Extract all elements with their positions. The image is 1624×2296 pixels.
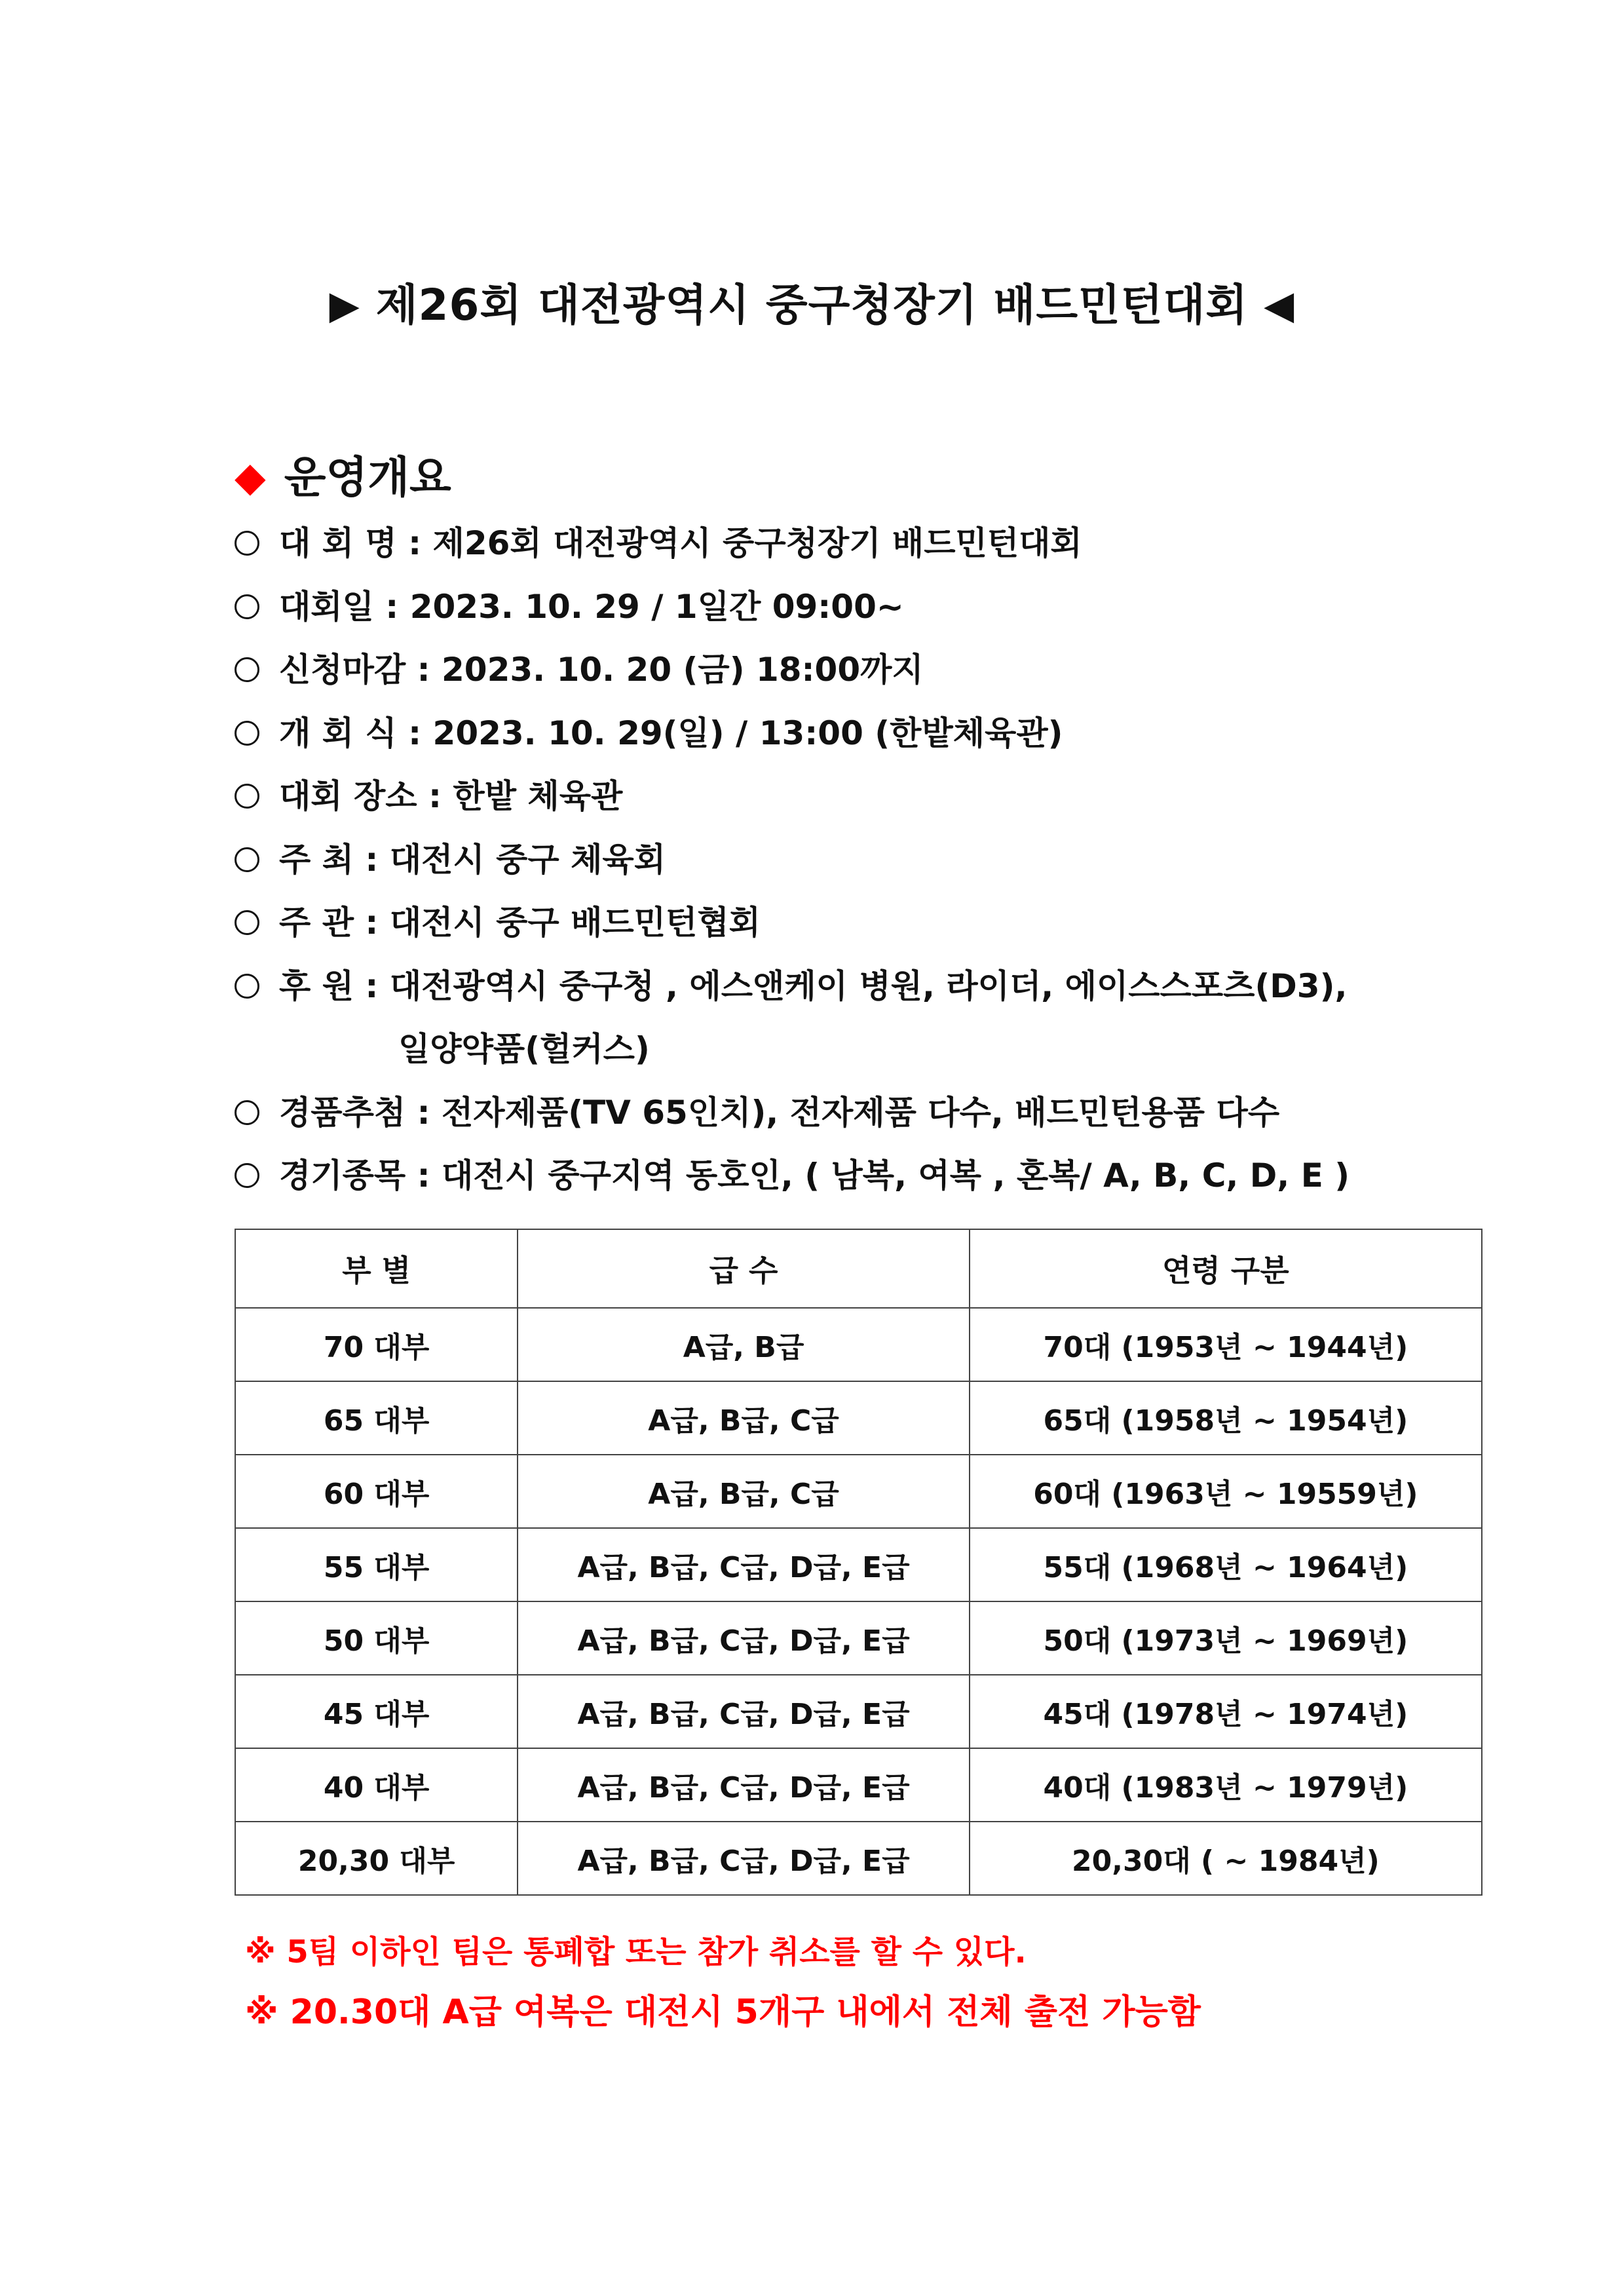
cell-grade: A급, B급, C급 [518,1455,969,1528]
cell-age-group: 65대 (1958년 ~ 1954년) [970,1381,1482,1455]
list-item-text: 주 최 : 대전시 중구 체육회 [279,840,666,879]
section-heading-text: 운영개요 [284,452,451,503]
header-age-group: 연령 구분 [970,1229,1482,1308]
list-item-text: 주 관 : 대전시 중구 배드민턴협회 [279,904,761,942]
circle-bullet-icon [235,847,259,872]
header-division: 부 별 [235,1229,518,1308]
circle-bullet-icon [235,974,259,999]
circle-bullet-icon [235,1163,259,1188]
note-team-merge: ※ 5팀 이하인 팀은 통폐합 또는 참가 취소를 할 수 있다. [245,1934,1027,1970]
list-item-opening-ceremony [235,708,1350,771]
list-item-text: 개 회 식 : 2023. 10. 29(일) / 13:00 (한밭체육관) [279,714,1063,752]
title-text: 제26회 대전광역시 중구청장기 배드민턴대회 [375,280,1249,330]
table-row [235,1381,1482,1455]
right-triangle-icon: ▶ [329,282,360,328]
circle-bullet-icon [235,784,259,809]
list-item-venue [235,771,1350,834]
table-row [235,1822,1482,1895]
cell-grade: A급, B급, C급, D급, E급 [518,1822,969,1895]
cell-age-group: 55대 (1968년 ~ 1964년) [970,1528,1482,1601]
section-heading [235,442,451,505]
cell-age-group: 60대 (1963년 ~ 19559년) [970,1455,1482,1528]
cell-division: 40 대부 [235,1748,518,1822]
table-row [235,1601,1482,1675]
left-triangle-icon: ◀ [1264,282,1295,328]
table-header-row [235,1229,1482,1308]
circle-bullet-icon [235,1100,259,1125]
page-title [0,270,1624,332]
cell-grade: A급, B급, C급 [518,1381,969,1455]
list-item-text: 경기종목 : 대전시 중구지역 동호인, ( 남복, 여복 , 혼복/ A, B, C, D, E ) [279,1157,1350,1195]
note-womens-doubles: ※ 20.30대 A급 여복은 대전시 5개구 내에서 전체 출전 가능함 [245,1993,1201,2032]
table-row [235,1308,1482,1381]
list-item-deadline [235,644,1350,708]
table-row [235,1528,1482,1601]
cell-grade: A급, B급, C급, D급, E급 [518,1675,969,1748]
cell-division: 60 대부 [235,1455,518,1528]
list-item-prizes [235,1087,1350,1151]
list-item-text: 경품추첨 : 전자제품(TV 65인치), 전자제품 다수, 배드민턴용품 다수 [279,1093,1280,1132]
list-item-event-date [235,581,1350,645]
list-item-sponsors [235,961,1350,1024]
cell-grade: A급, B급, C급, D급, E급 [518,1748,969,1822]
circle-bullet-icon [235,910,259,935]
list-item-sponsors-continued [235,1024,1350,1087]
list-item-text: 대회일 : 2023. 10. 29 / 1일간 09:00~ [279,587,904,626]
overview-list [235,518,1350,1214]
cell-division: 70 대부 [235,1308,518,1381]
cell-division: 45 대부 [235,1675,518,1748]
cell-age-group: 50대 (1973년 ~ 1969년) [970,1601,1482,1675]
list-item-text: 대 회 명 : 제26회 대전광역시 중구청장기 배드민턴대회 [279,524,1082,562]
cell-division: 50 대부 [235,1601,518,1675]
cell-division: 20,30 대부 [235,1822,518,1895]
list-item-host [235,834,1350,898]
circle-bullet-icon [235,721,259,746]
list-item-event-name [235,518,1350,581]
division-table [235,1229,1482,1896]
table-row [235,1675,1482,1748]
list-item-text: 대회 장소 : 한밭 체육관 [279,777,623,815]
list-item-text: 신청마감 : 2023. 10. 20 (금) 18:00까지 [279,651,924,689]
header-grade: 급 수 [518,1229,969,1308]
cell-age-group: 40대 (1983년 ~ 1979년) [970,1748,1482,1822]
table-row [235,1748,1482,1822]
circle-bullet-icon [235,531,259,556]
circle-bullet-icon [235,657,259,682]
cell-age-group: 70대 (1953년 ~ 1944년) [970,1308,1482,1381]
list-item-organizer [235,897,1350,961]
list-item-text: 일양약품(헐커스) [398,1030,650,1068]
cell-division: 55 대부 [235,1528,518,1601]
cell-age-group: 45대 (1978년 ~ 1974년) [970,1675,1482,1748]
circle-bullet-icon [235,594,259,619]
list-item-text: 후 원 : 대전광역시 중구청 , 에스앤케이 병원, 라이더, 에이스스포츠(D3), [279,966,1348,1005]
diamond-icon: ◆ [235,453,266,501]
table-row [235,1455,1482,1528]
cell-division: 65 대부 [235,1381,518,1455]
cell-grade: A급, B급, C급, D급, E급 [518,1601,969,1675]
cell-grade: A급, B급, C급, D급, E급 [518,1528,969,1601]
cell-grade: A급, B급 [518,1308,969,1381]
list-item-events [235,1150,1350,1214]
cell-age-group: 20,30대 ( ~ 1984년) [970,1822,1482,1895]
